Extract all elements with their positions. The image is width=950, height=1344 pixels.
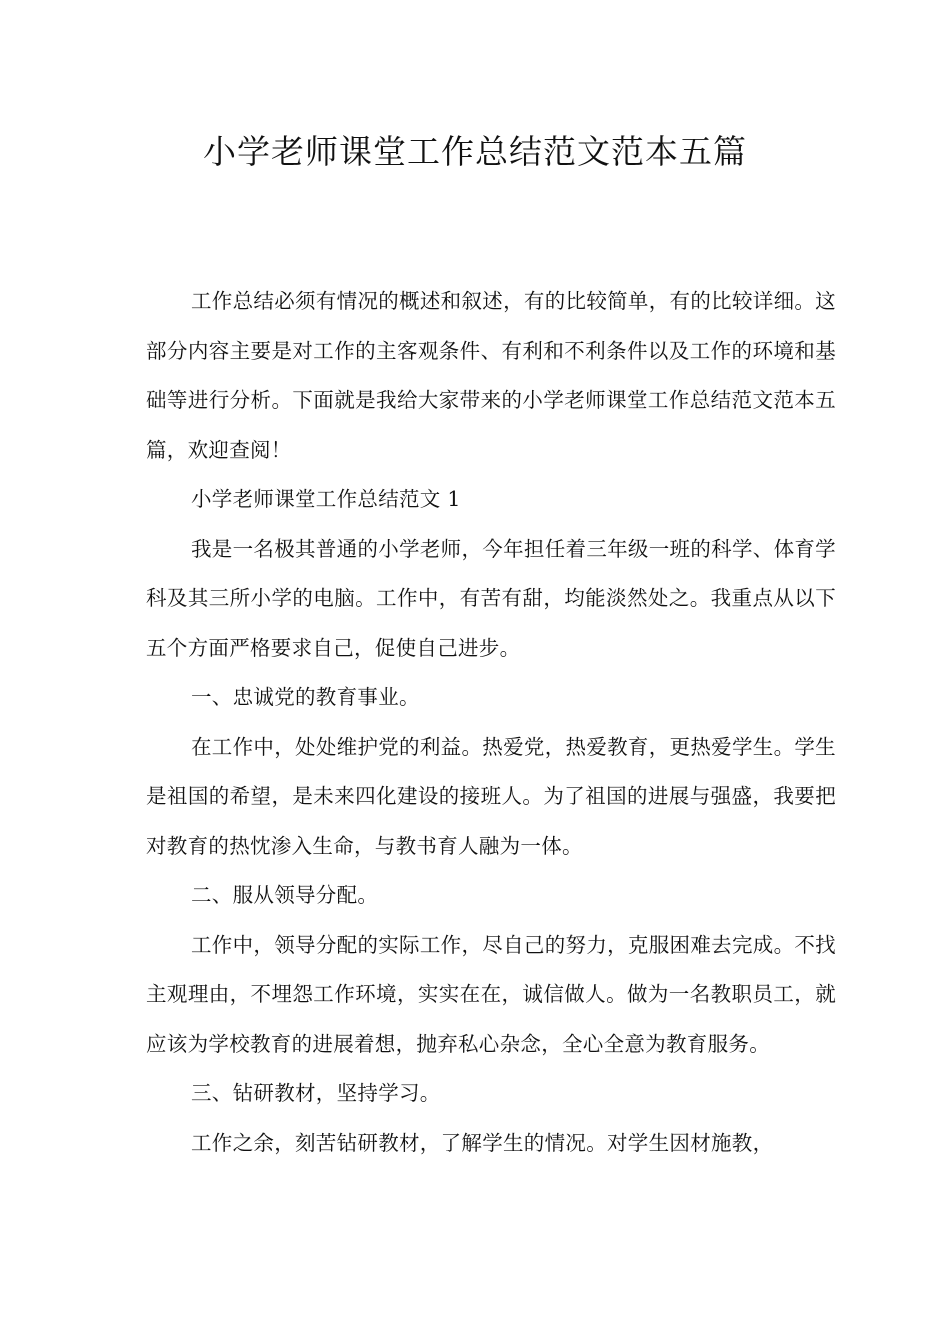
document-body bbox=[146, 277, 836, 1168]
document-title: 小学老师课堂工作总结范文范本五篇 bbox=[203, 132, 747, 171]
paragraph-4: 工作之余，刻苦钻研教材，了解学生的情况。对学生因材施教， bbox=[191, 1130, 774, 1155]
paragraph-3: 工作中，领导分配的实际工作，尽自己的努力，克服困难去完成。不找主观理由，不埋怨工作环境，实实在在，诚信做人。做为一名教职员工，就应该为学校教育的进展着想，抛弃私心杂念，全心全意为教育服务。 bbox=[146, 932, 836, 1056]
heading-3: 三、钻研教材，坚持学习。 bbox=[191, 1081, 441, 1105]
section-title: 小学老师课堂工作总结范文 1 bbox=[191, 487, 461, 511]
intro-paragraph: 工作总结必须有情况的概述和叙述，有的比较简单，有的比较详细。这部分内容主要是对工作的主客观条件、有利和不利条件以及工作的环境和基础等进行分析。下面就是我给大家带来的小学老师课堂工作总结范文范本五篇，欢迎查阅！ bbox=[146, 289, 836, 462]
paragraph-1: 我是一名极其普通的小学老师，今年担任着三年级一班的科学、体育学科及其三所小学的电脑。工作中，有苦有甜，均能淡然处之。我重点从以下五个方面严格要求自己，促使自己进步。 bbox=[146, 536, 836, 660]
paragraph-2: 在工作中，处处维护党的利益。热爱党，热爱教育，更热爱学生。学生是祖国的希望，是未来四化建设的接班人。为了祖国的进展与强盛，我要把对教育的热忱渗入生命，与教书育人融为一体。 bbox=[146, 734, 836, 858]
heading-2: 二、服从领导分配。 bbox=[191, 883, 379, 907]
heading-1: 一、忠诚党的教育事业。 bbox=[191, 685, 420, 709]
